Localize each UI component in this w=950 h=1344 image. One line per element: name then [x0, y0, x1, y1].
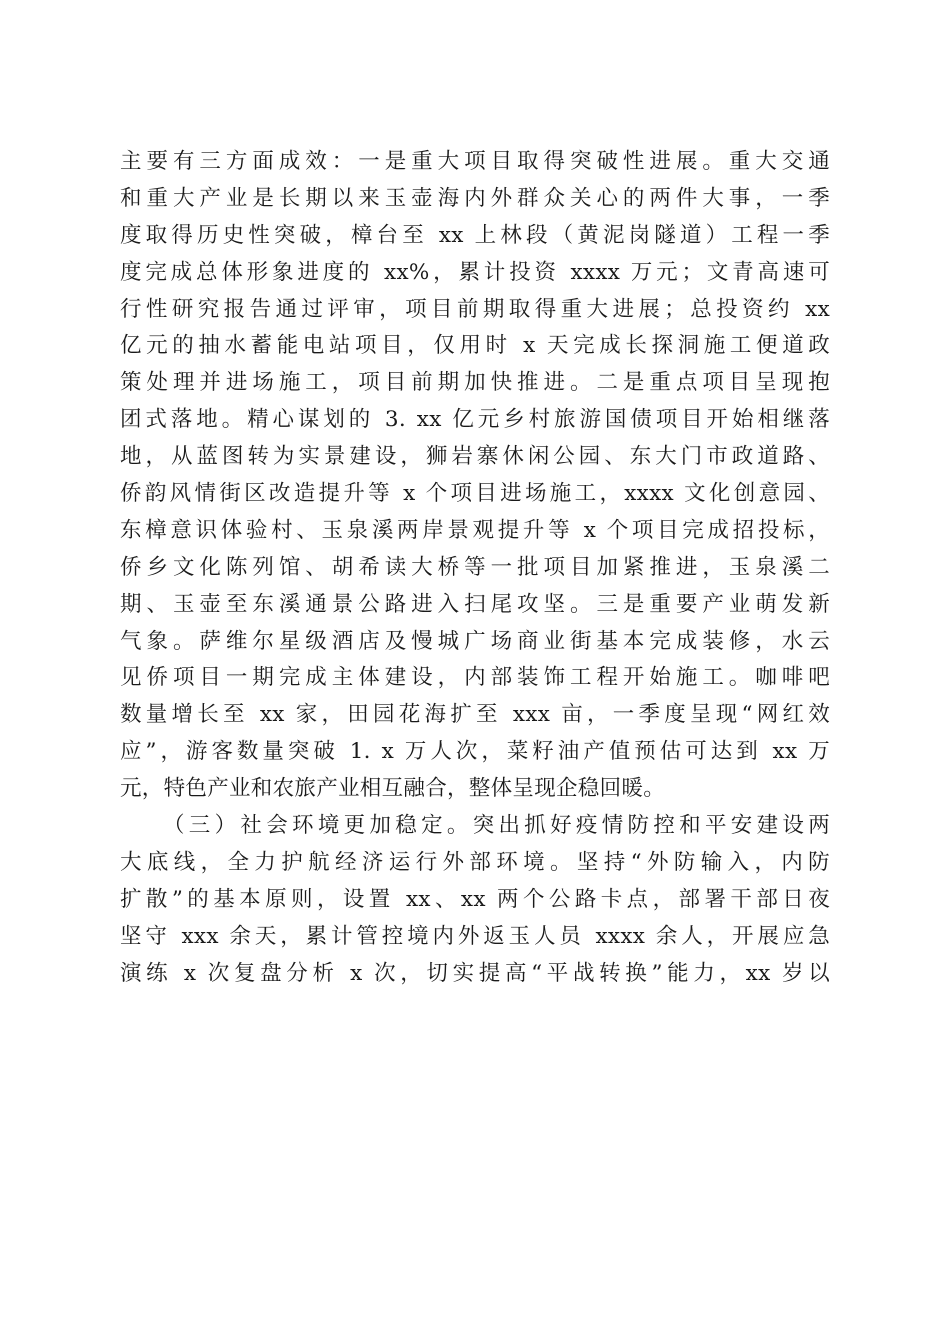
text-line: 数量增长至 xx 家，田园花海扩至 xxx 亩，一季度呈现“网红效: [120, 702, 830, 728]
text-line: 度完成总体形象进度的 xx%，累计投资 xxxx 万元；文青高速可: [120, 259, 830, 285]
body-text: [120, 144, 830, 992]
text-line: 坚守 xxx 余天，累计管控境内外返玉人员 xxxx 余人，开展应急: [120, 923, 830, 949]
text-line: 侨韵风情街区改造提升等 x 个项目进场施工，xxxx 文化创意园、: [120, 481, 830, 507]
text-line: 见侨项目一期完成主体建设，内部装饰工程开始施工。咖啡吧: [120, 665, 830, 691]
text-line: 期、玉壶至东溪通景公路进入扫尾攻坚。三是重要产业萌发新: [120, 591, 830, 617]
text-line: 策处理并进场施工，项目前期加快推进。二是重点项目呈现抱: [120, 370, 830, 396]
text-line: （三）社会环境更加稳定。突出抓好疫情防控和平安建设两: [163, 813, 830, 839]
text-line: 行性研究报告通过评审，项目前期取得重大进展；总投资约 xx: [120, 296, 830, 322]
text-line: 地，从蓝图转为实景建设，狮岩寨休闲公园、东大门市政道路、: [120, 444, 830, 470]
text-line: 元，特色产业和农旅产业相互融合，整体呈现企稳回暖。: [120, 776, 666, 802]
text-line: 侨乡文化陈列馆、胡希读大桥等一批项目加紧推进，玉泉溪二: [120, 554, 830, 580]
text-line: 主要有三方面成效：一是重大项目取得突破性进展。重大交通: [120, 149, 830, 174]
text-line: 大底线，全力护航经济运行外部环境。坚持“外防输入，内防: [120, 849, 830, 875]
text-line: 东樟意识体验村、玉泉溪两岸景观提升等 x 个项目完成招投标，: [120, 517, 830, 543]
text-line: 气象。萨维尔星级酒店及慢城广场商业街基本完成装修，水云: [120, 628, 830, 654]
text-line: 演练 x 次复盘分析 x 次，切实提高“平战转换”能力，xx 岁以: [120, 960, 830, 986]
text-line: 团式落地。精心谋划的 3. xx 亿元乡村旅游国债项目开始相继落: [120, 407, 830, 433]
paragraph-social-environment: [120, 808, 830, 992]
text-line: 扩散”的基本原则，设置 xx、xx 两个公路卡点，部署干部日夜: [120, 886, 830, 912]
text-line: 和重大产业是长期以来玉壶海内外群众关心的两件大事，一季: [120, 185, 830, 211]
text-line: 应”，游客数量突破 1. x 万人次，菜籽油产值预估可达到 xx 万: [120, 739, 830, 765]
text-line: 度取得历史性突破，樟台至 xx 上林段（黄泥岗隧道）工程一季: [120, 222, 830, 248]
text-line: 亿元的抽水蓄能电站项目，仅用时 x 天完成长探洞施工便道政: [120, 333, 830, 359]
paragraph-achievements: [120, 144, 830, 808]
